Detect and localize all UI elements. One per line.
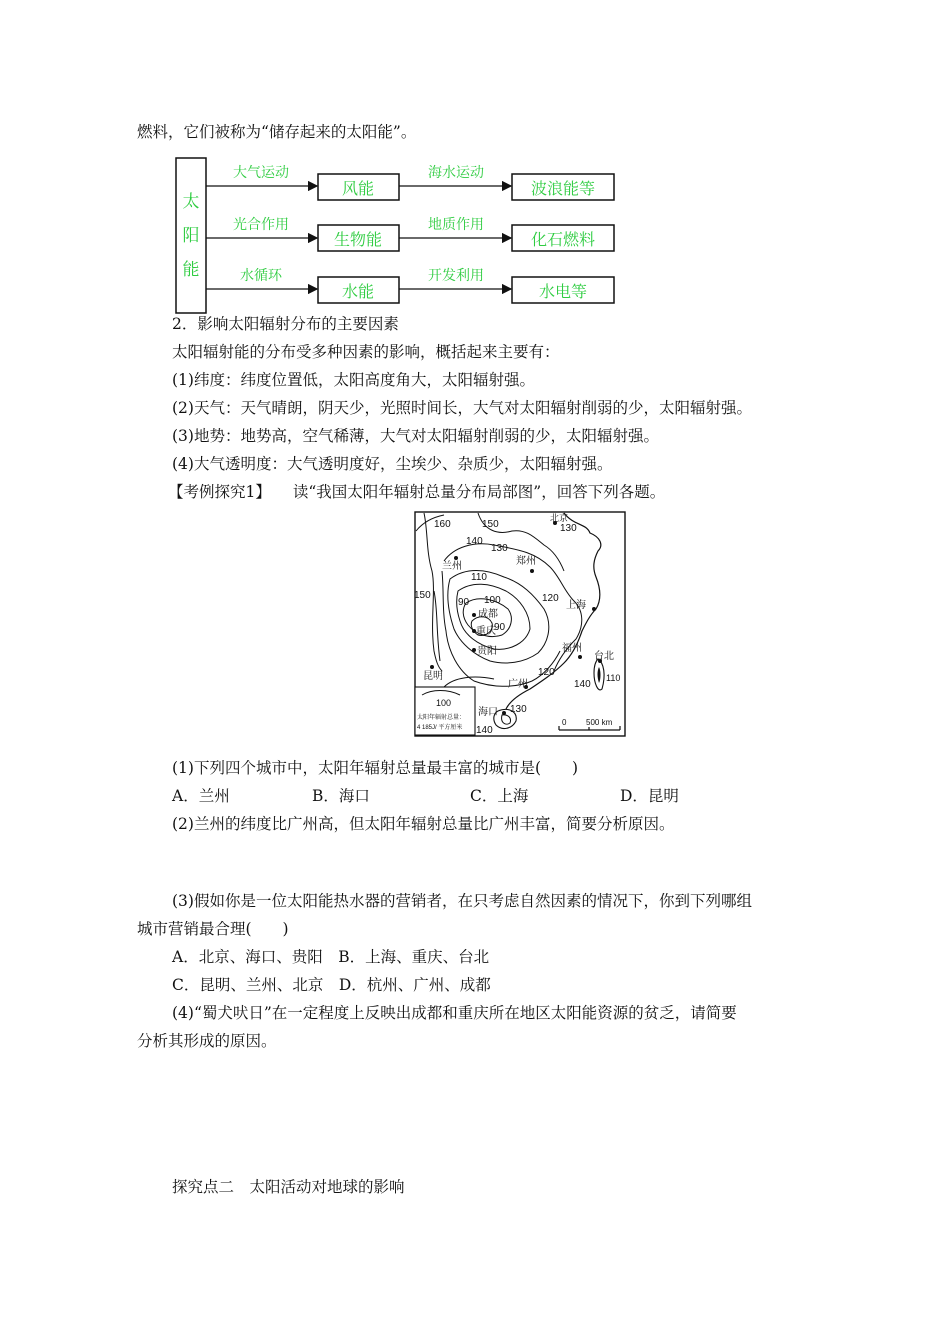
process-sea-water-motion: 海水运动 xyxy=(428,165,484,181)
isoline-120-east: 120 xyxy=(542,593,559,604)
factor-terrain: (3)地势：地势高，空气稀薄，大气对太阳辐射削弱的少，太阳辐射强。 xyxy=(172,427,659,445)
city-chengdu: 成都 xyxy=(478,609,498,620)
example-line xyxy=(168,481,665,503)
isoline-130-center: 130 xyxy=(491,543,508,554)
q1-option-b: B．海口 xyxy=(312,787,370,805)
intro-text: 燃料，它们被称为“储存起来的太阳能”。 xyxy=(137,123,417,141)
isoline-160: 160 xyxy=(434,519,451,530)
result-bio-energy: 生物能 xyxy=(333,230,383,249)
q3-options-row1: A．北京、海口、贵阳 B．上海、重庆、台北 xyxy=(172,948,490,966)
city-haikou: 海口 xyxy=(478,707,498,718)
city-shanghai: 上海 xyxy=(566,600,586,611)
isoline-140-taiwan: 140 xyxy=(574,679,591,690)
isoline-150-west: 150 xyxy=(414,590,431,601)
isoline-150-north: 150 xyxy=(482,519,499,530)
isoline-130-north: 130 xyxy=(560,523,577,534)
section2-heading: 2．影响太阳辐射分布的主要因素 xyxy=(172,315,399,333)
process-development: 开发利用 xyxy=(428,268,484,284)
question-3-line1: (3)假如你是一位太阳能热水器的营销者，在只考虑自然因素的情况下，你到下列哪组 xyxy=(172,892,752,910)
city-zhengzhou: 郑州 xyxy=(516,556,536,567)
isoline-130-hainan: 130 xyxy=(510,704,527,715)
source-char-1: 太 xyxy=(182,192,200,212)
isoline-140-hainan: 140 xyxy=(476,725,493,736)
factor-weather: (2)天气：天气晴朗，阴天少，光照时间长，大气对太阳辐射削弱的少，太阳辐射强。 xyxy=(172,399,752,417)
q1-option-d: D．昆明 xyxy=(620,787,679,805)
isoline-90-west: 90 xyxy=(458,597,470,608)
legend-title: 太阳年辐射总量： xyxy=(417,715,466,721)
city-kunming: 昆明 xyxy=(423,671,443,682)
question-3-line2: 城市营销最合理( ) xyxy=(137,920,289,938)
solar-radiation-map xyxy=(414,511,626,737)
city-guangzhou: 广州 xyxy=(508,679,528,690)
q3-options-row2: C．昆明、兰州、北京 D．杭州、广州、成都 xyxy=(172,976,491,994)
result-hydro-energy: 水能 xyxy=(341,282,375,301)
section-next-heading: 探究点二 太阳活动对地球的影响 xyxy=(172,1178,405,1196)
question-4-line1: (4)“蜀犬吠日”在一定程度上反映出成都和重庆所在地区太阳能资源的贫乏，请简要 xyxy=(172,1004,737,1022)
example-tag: 【考例探究1】 xyxy=(168,483,271,501)
result-fossil-fuel: 化石燃料 xyxy=(530,230,596,249)
city-lanzhou: 兰州 xyxy=(442,561,462,572)
factor-transparency: (4)大气透明度：大气透明度好，尘埃少、杂质少，太阳辐射强。 xyxy=(172,455,613,473)
section2-intro: 太阳辐射能的分布受多种因素的影响，概括起来主要有： xyxy=(172,343,560,361)
q1-option-a: A．兰州 xyxy=(172,787,230,805)
q1-option-c: C．上海 xyxy=(470,787,529,805)
source-char-2: 阳 xyxy=(182,226,200,246)
isoline-110-taiwan: 110 xyxy=(606,673,621,683)
result-wind-energy: 风能 xyxy=(341,179,375,198)
isoline-110: 110 xyxy=(471,572,487,583)
example-prompt: 读“我国太阳年辐射总量分布局部图”，回答下列各题。 xyxy=(292,483,666,501)
process-photosynthesis: 光合作用 xyxy=(233,217,289,233)
isoline-90-east: 90 xyxy=(494,622,506,633)
question-1: (1)下列四个城市中，太阳年辐射总量最丰富的城市是( ) xyxy=(172,759,579,777)
result-hydropower: 水电等 xyxy=(538,282,588,301)
legend-isoline-label: 100 xyxy=(436,698,452,708)
scale-zero: 0 xyxy=(562,718,567,727)
question-4-line2: 分析其形成的原因。 xyxy=(137,1032,277,1050)
factor-latitude: (1)纬度：纬度位置低，太阳高度角大，太阳辐射强。 xyxy=(172,371,535,389)
city-taibei: 台北 xyxy=(594,651,614,662)
process-geological: 地质作用 xyxy=(428,217,484,233)
city-fuzhou: 福州 xyxy=(562,643,582,654)
isoline-100: 100 xyxy=(484,595,501,606)
legend-unit: 4 185J/ 平方厘米 xyxy=(417,725,463,731)
process-water-cycle: 水循环 xyxy=(240,268,282,284)
source-char-3: 能 xyxy=(182,260,200,280)
city-guiyang: 贵阳 xyxy=(477,646,497,657)
question-2: (2)兰州的纬度比广州高，但太阳年辐射总量比广州丰富，简要分析原因。 xyxy=(172,815,675,833)
city-chongqing: 重庆 xyxy=(476,626,496,637)
isoline-120-south: 120 xyxy=(538,667,555,678)
result-wave-energy: 波浪能等 xyxy=(530,179,596,198)
process-atmospheric-motion: 大气运动 xyxy=(233,165,289,181)
city-beijing: 北京 xyxy=(550,513,569,523)
isoline-140-north: 140 xyxy=(466,536,483,547)
solar-energy-flow-diagram xyxy=(170,155,630,315)
scale-label: 500 km xyxy=(586,718,613,727)
